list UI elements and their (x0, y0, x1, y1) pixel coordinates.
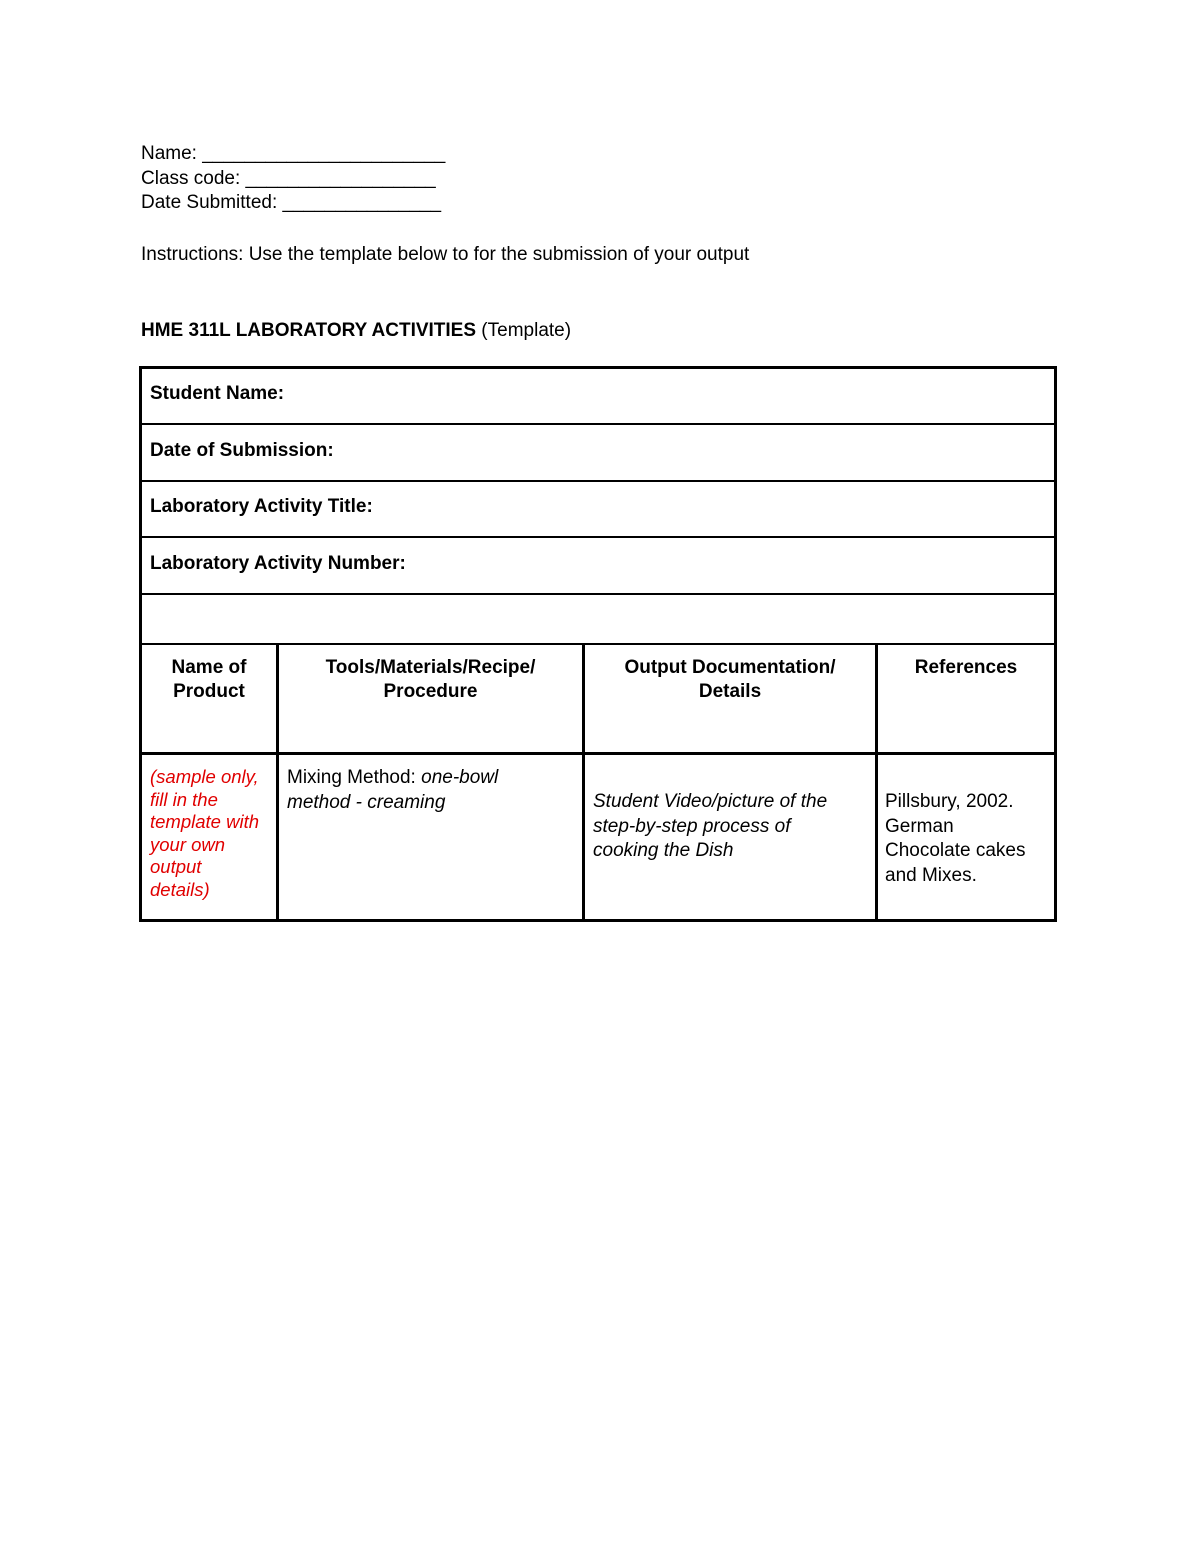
class-code-line: Class code: __________________ (141, 167, 436, 189)
column-header-references (878, 656, 1054, 680)
output-line: step-by-step process of (593, 815, 791, 837)
row-divider (142, 480, 1054, 482)
activity-title-label: Laboratory Activity Title: (150, 496, 373, 517)
reference-line: Pillsbury, 2002. (885, 791, 1014, 812)
mixing-method-label: Mixing Method: (287, 767, 422, 788)
sample-tools-cell (287, 766, 577, 815)
sample-note-line: your own (150, 833, 226, 855)
row-divider (142, 536, 1054, 538)
column-header-line: Tools/Materials/Recipe/ (325, 657, 536, 678)
activity-number-label: Laboratory Activity Number: (150, 553, 406, 574)
reference-line: Chocolate cakes (885, 840, 1026, 861)
column-header-line: Product (173, 681, 245, 702)
mixing-method-value-cont: method - creaming (287, 791, 446, 813)
date-submitted-line: Date Submitted: _______________ (141, 192, 442, 213)
column-header-line: Details (698, 681, 762, 702)
sample-note-line: template with (150, 811, 259, 832)
column-header-tools (279, 656, 582, 704)
student-name-label: Student Name: (150, 383, 285, 404)
column-header-line: Procedure (383, 681, 478, 702)
reference-line: and Mixes. (885, 864, 977, 886)
lab-activity-table (139, 366, 1057, 922)
document-title-suffix: (Template) (476, 320, 572, 341)
sample-note-line: fill in the (150, 788, 218, 810)
output-line: cooking the Dish (593, 840, 734, 861)
document-title-bold: HME 311L LABORATORY ACTIVITIES (141, 320, 477, 341)
instructions-text: Instructions: Use the template below to for the submission of your output (141, 244, 750, 265)
date-of-submission-label: Date of Submission: (150, 440, 334, 461)
sample-note-line: output (150, 856, 202, 877)
column-header-line: Name of (171, 657, 247, 678)
column-header-line: Output Documentation/ (624, 657, 836, 678)
sample-note (150, 766, 274, 901)
document-title (141, 319, 571, 343)
sample-output-cell (593, 790, 873, 864)
sample-references-cell (885, 790, 1055, 888)
row-divider (142, 593, 1054, 595)
mixing-method-value: one-bowl (421, 767, 499, 788)
row-divider (142, 423, 1054, 425)
column-divider (875, 644, 878, 919)
sample-note-line: (sample only, (150, 766, 259, 787)
reference-line: German (885, 815, 954, 837)
output-line: Student Video/picture of the (593, 791, 828, 812)
column-header-line: References (914, 657, 1018, 678)
name-line: Name: _______________________ (141, 143, 446, 164)
column-header-output (585, 656, 875, 704)
tools-line (287, 766, 577, 791)
sample-note-line: details) (150, 878, 210, 900)
column-header-product (142, 656, 276, 704)
submission-header (141, 142, 445, 216)
